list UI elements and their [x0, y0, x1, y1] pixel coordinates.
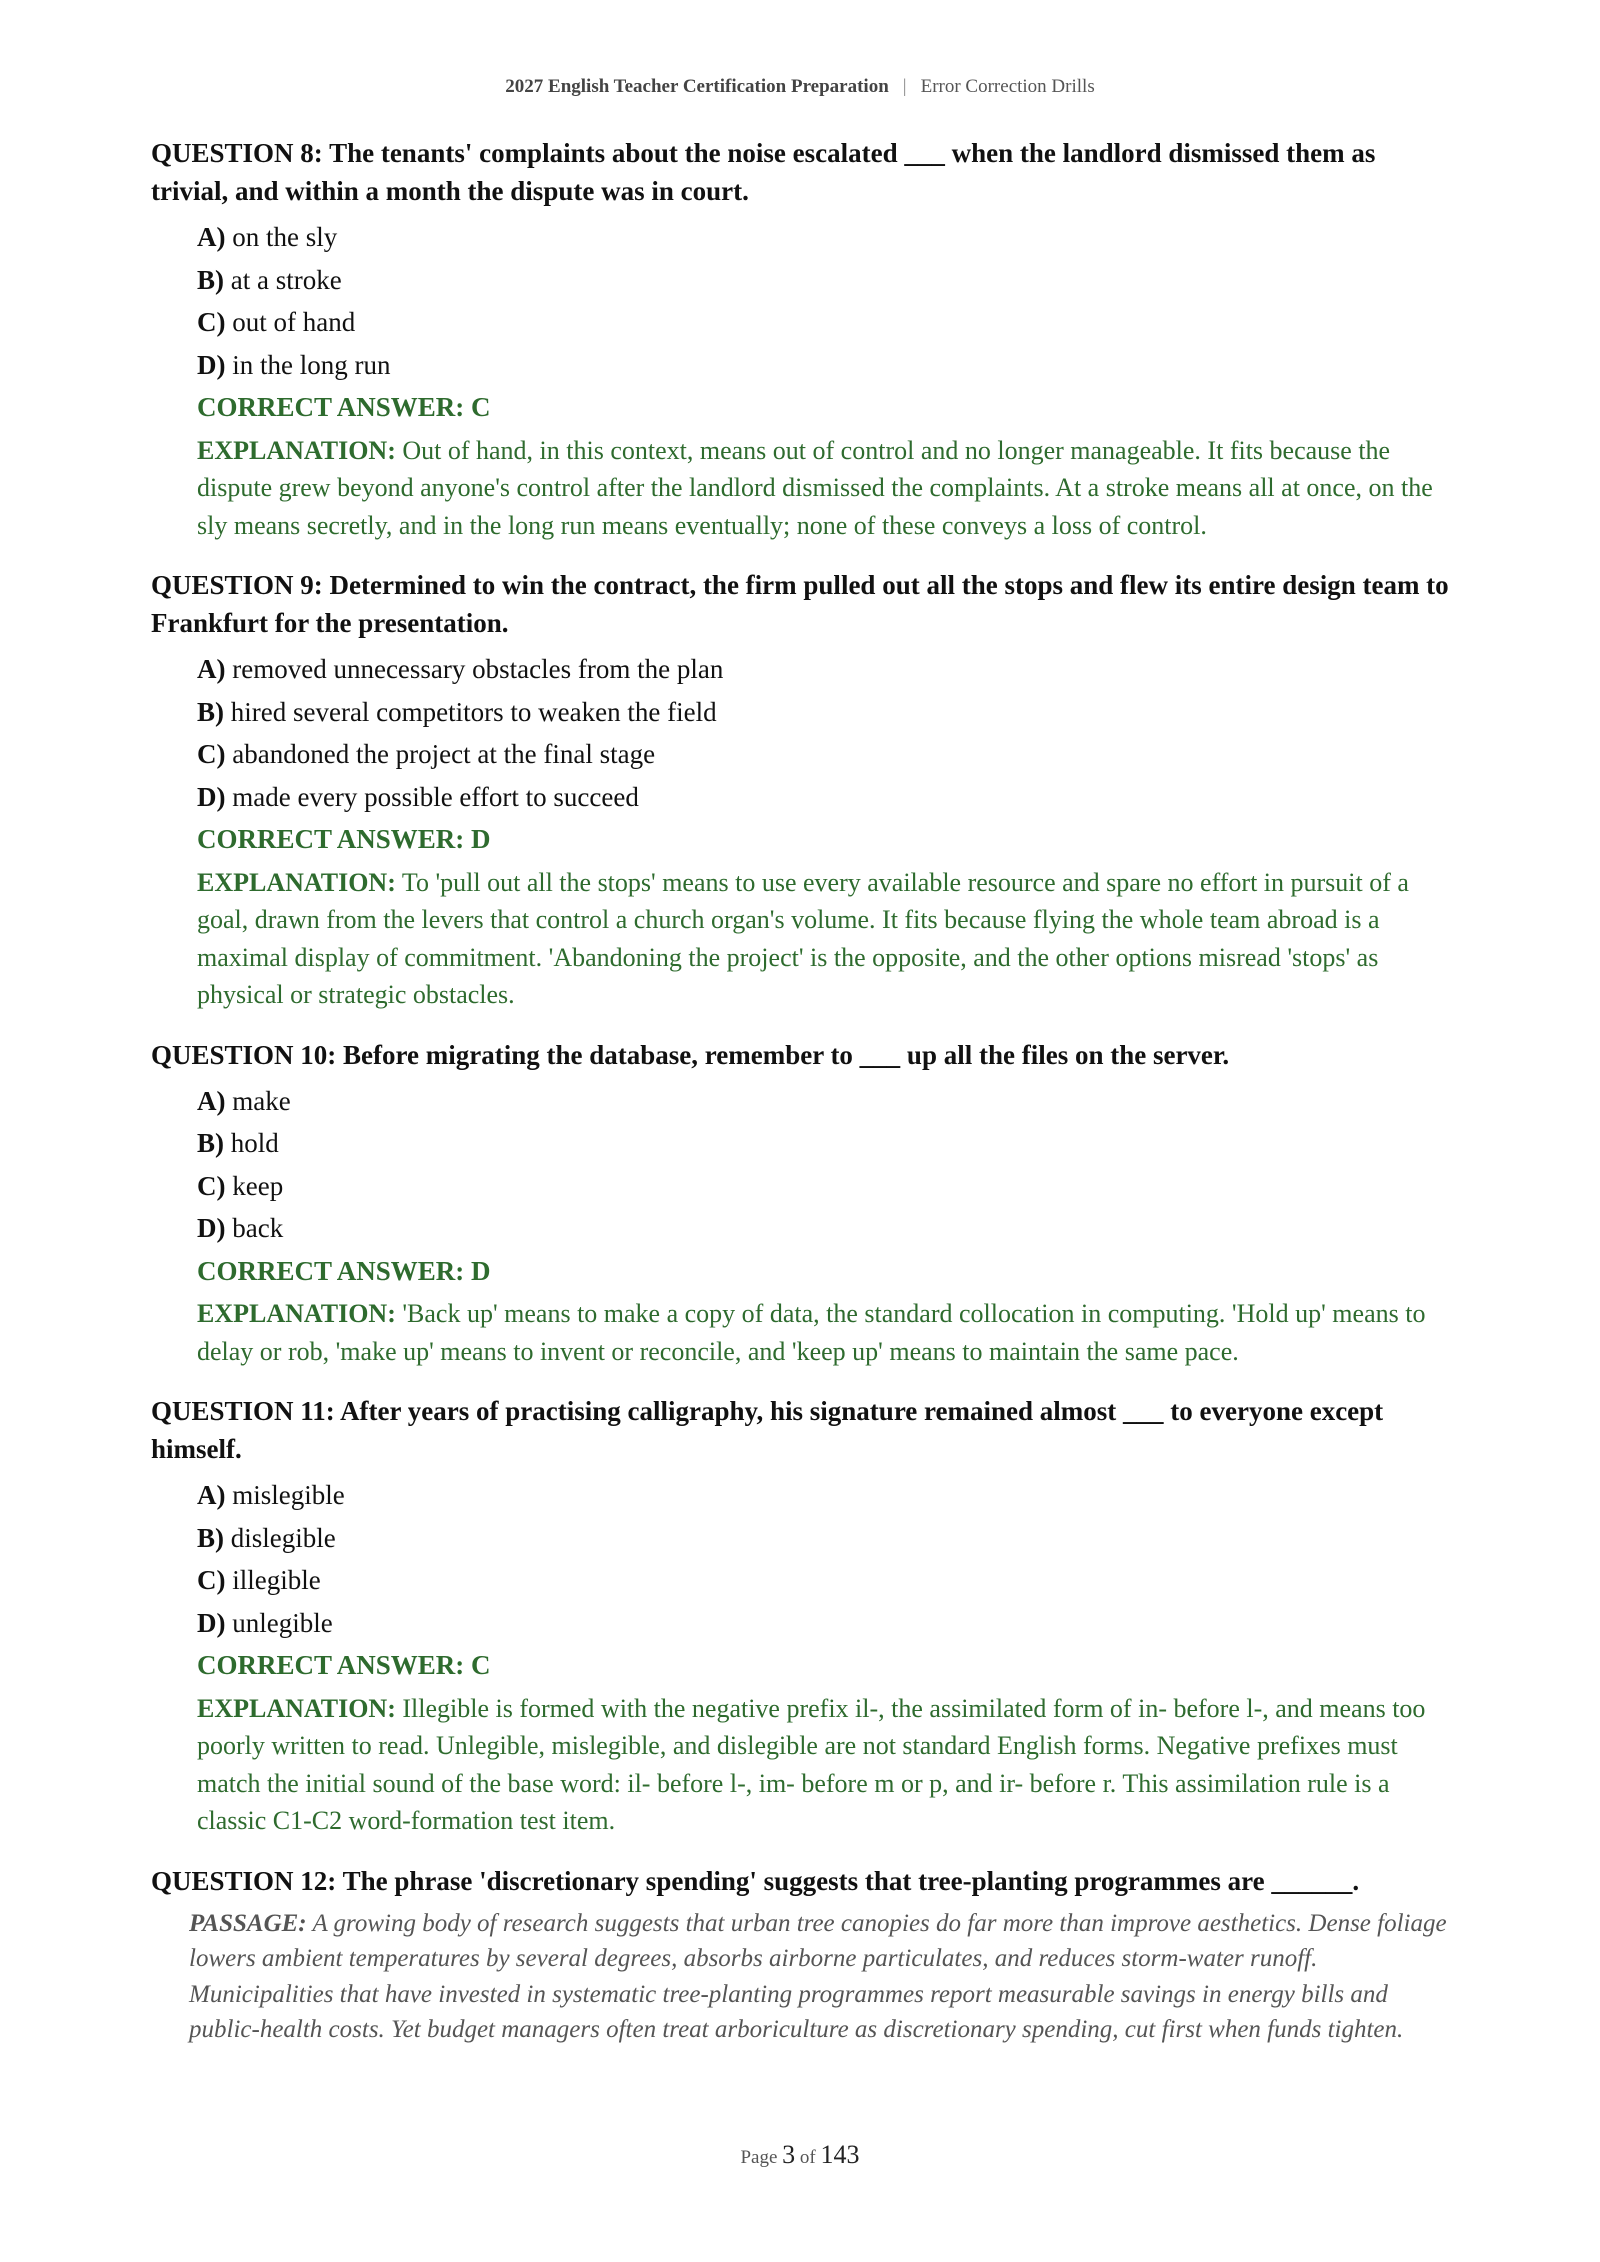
- option-a: [197, 1474, 1451, 1517]
- question-label: QUESTION 10:: [151, 1039, 337, 1070]
- option-c: [197, 1165, 1451, 1208]
- explanation-text: Illegible is formed with the negative prefix il-, the assimilated form of in- before l-, and means too poorly written to read. Unlegible, mislegible, and dislegible are not standard English forms. Negative prefixes must match the initial sound of the base word: il- before l-, im- before m or p, and ir- before r. This assimilation rule is a classic C1-C2 word-formation test item.: [197, 1693, 1426, 1835]
- option-a: [197, 648, 1451, 691]
- question-9: [151, 566, 1451, 1014]
- header-title: 2027 English Teacher Certification Preparation: [505, 76, 889, 97]
- header-section: Error Correction Drills: [920, 76, 1095, 97]
- question-8: [151, 134, 1451, 544]
- options-list: [197, 216, 1451, 386]
- option-letter: B): [197, 1128, 224, 1158]
- question-text: [151, 566, 1451, 642]
- option-text: abandoned the project at the final stage: [232, 739, 656, 769]
- option-c: [197, 1559, 1451, 1602]
- question-stem: The tenants' complaints about the noise escalated ___ when the landlord dismissed them as trivial, and within a month the dispute was in court.: [151, 138, 1376, 206]
- option-text: at a stroke: [230, 264, 342, 295]
- question-text: [151, 1036, 1451, 1074]
- option-letter: A): [197, 1085, 226, 1116]
- option-text: make: [232, 1085, 291, 1116]
- question-11: [151, 1392, 1451, 1840]
- correct-answer: CORRECT ANSWER: C: [197, 392, 491, 422]
- option-text: dislegible: [230, 1522, 336, 1553]
- explanation-label: EXPLANATION:: [197, 1299, 396, 1328]
- option-letter: D): [197, 781, 226, 812]
- option-letter: A): [197, 654, 226, 684]
- correct-answer: CORRECT ANSWER: D: [197, 824, 491, 854]
- options-list: [197, 648, 1451, 818]
- option-text: back: [232, 1213, 284, 1243]
- page-word: Page: [740, 2147, 778, 2168]
- option-c: [197, 301, 1451, 344]
- option-text: illegible: [232, 1565, 321, 1595]
- question-label: QUESTION 9:: [151, 570, 323, 600]
- page-header: [0, 76, 1600, 98]
- question-stem: Determined to win the contract, the firm pulled out all the stops and flew its entire design team to Frankfurt for the presentation.: [151, 570, 1449, 638]
- option-text: on the sly: [232, 222, 338, 252]
- explanation-text: 'Back up' means to make a copy of data, the standard collocation in computing. 'Hold up' means to delay or rob, 'make up' means to invent or reconcile, and 'keep up' means to maintain the same pace.: [197, 1299, 1426, 1366]
- correct-answer: CORRECT ANSWER: C: [197, 1650, 491, 1680]
- question-text: [151, 1392, 1451, 1468]
- option-b: [197, 1517, 1451, 1560]
- option-letter: D): [197, 349, 226, 380]
- question-label: QUESTION 12:: [151, 1865, 337, 1896]
- question-12: [151, 1862, 1451, 2048]
- question-text: [151, 1862, 1451, 1900]
- option-c: [197, 733, 1451, 776]
- explanation-label: EXPLANATION:: [197, 435, 396, 465]
- option-b: [197, 1122, 1451, 1165]
- option-letter: B): [197, 264, 224, 295]
- option-d: [197, 776, 1451, 819]
- option-b: [197, 691, 1451, 734]
- option-letter: B): [197, 1522, 224, 1553]
- option-letter: B): [197, 696, 224, 727]
- passage-label: PASSAGE:: [189, 1909, 307, 1937]
- option-text: keep: [232, 1170, 284, 1201]
- option-text: hired several competitors to weaken the field: [230, 696, 717, 727]
- reading-passage: [189, 1906, 1451, 2048]
- passage-text: A growing body of research suggests that urban tree canopies do far more than improve aesthetics. Dense foliage lowers ambient temperatures by several degrees, absorbs airborne particulates, and reduces storm-water runoff. Municipalities that have invested in systematic tree-planting programmes report measurable savings in energy bills and public-health costs. Yet budget managers often treat arboriculture as discretionary spending, cut first when funds tighten.: [189, 1909, 1447, 2043]
- explanation: [197, 1690, 1451, 1840]
- header-separator: |: [902, 76, 907, 97]
- page-number: 3: [782, 2140, 796, 2169]
- explanation: [197, 1295, 1451, 1370]
- explanation-text: To 'pull out all the stops' means to use every available resource and spare no effort in pursuit of a goal, drawn from the levers that control a church organ's volume. It fits because flying the whole team abroad is a maximal display of commitment. 'Abandoning the project' is the opposite, and the other options misread 'stops' as physical or strategic obstacles.: [197, 867, 1409, 1009]
- question-stem: The phrase 'discretionary spending' suggests that tree-planting programmes are ______.: [342, 1865, 1360, 1896]
- option-letter: C): [197, 1170, 226, 1201]
- options-list: [197, 1080, 1451, 1250]
- option-letter: D): [197, 1213, 226, 1243]
- option-letter: C): [197, 1565, 226, 1595]
- correct-answer: CORRECT ANSWER: D: [197, 1255, 491, 1286]
- option-b: [197, 259, 1451, 302]
- option-letter: D): [197, 1607, 226, 1638]
- question-stem: Before migrating the database, remember to ___ up all the files on the server.: [343, 1039, 1230, 1070]
- explanation-text: Out of hand, in this context, means out of control and no longer manageable. It fits because the dispute grew beyond anyone's control after the landlord dismissed the complaints. At a stroke means all at once, on the sly means secretly, and in the long run means eventually; none of these conveys a loss of control.: [197, 435, 1433, 540]
- option-letter: A): [197, 222, 226, 252]
- option-text: removed unnecessary obstacles from the plan: [232, 654, 724, 684]
- option-text: unlegible: [232, 1607, 333, 1638]
- question-label: QUESTION 8:: [151, 138, 323, 168]
- explanation-label: EXPLANATION:: [197, 1693, 396, 1723]
- option-text: out of hand: [232, 307, 356, 337]
- explanation: [197, 432, 1451, 545]
- option-letter: C): [197, 307, 226, 337]
- option-letter: A): [197, 1480, 226, 1510]
- question-stem: After years of practising calligraphy, his signature remained almost ___ to everyone except himself.: [151, 1396, 1384, 1464]
- question-label: QUESTION 11:: [151, 1396, 335, 1426]
- explanation: [197, 864, 1451, 1014]
- page-content: [151, 134, 1451, 2070]
- option-text: hold: [230, 1128, 279, 1158]
- question-text: [151, 134, 1451, 210]
- options-list: [197, 1474, 1451, 1644]
- explanation-label: EXPLANATION:: [197, 867, 396, 897]
- option-d: [197, 344, 1451, 387]
- option-text: made every possible effort to succeed: [232, 781, 639, 812]
- total-pages: 143: [820, 2140, 860, 2169]
- option-text: mislegible: [232, 1480, 345, 1510]
- option-d: [197, 1207, 1451, 1250]
- option-d: [197, 1602, 1451, 1645]
- option-letter: C): [197, 739, 226, 769]
- of-word: of: [799, 2147, 816, 2168]
- question-10: [151, 1036, 1451, 1371]
- page-footer: [0, 2140, 1600, 2170]
- option-text: in the long run: [232, 349, 391, 380]
- option-a: [197, 216, 1451, 259]
- option-a: [197, 1080, 1451, 1123]
